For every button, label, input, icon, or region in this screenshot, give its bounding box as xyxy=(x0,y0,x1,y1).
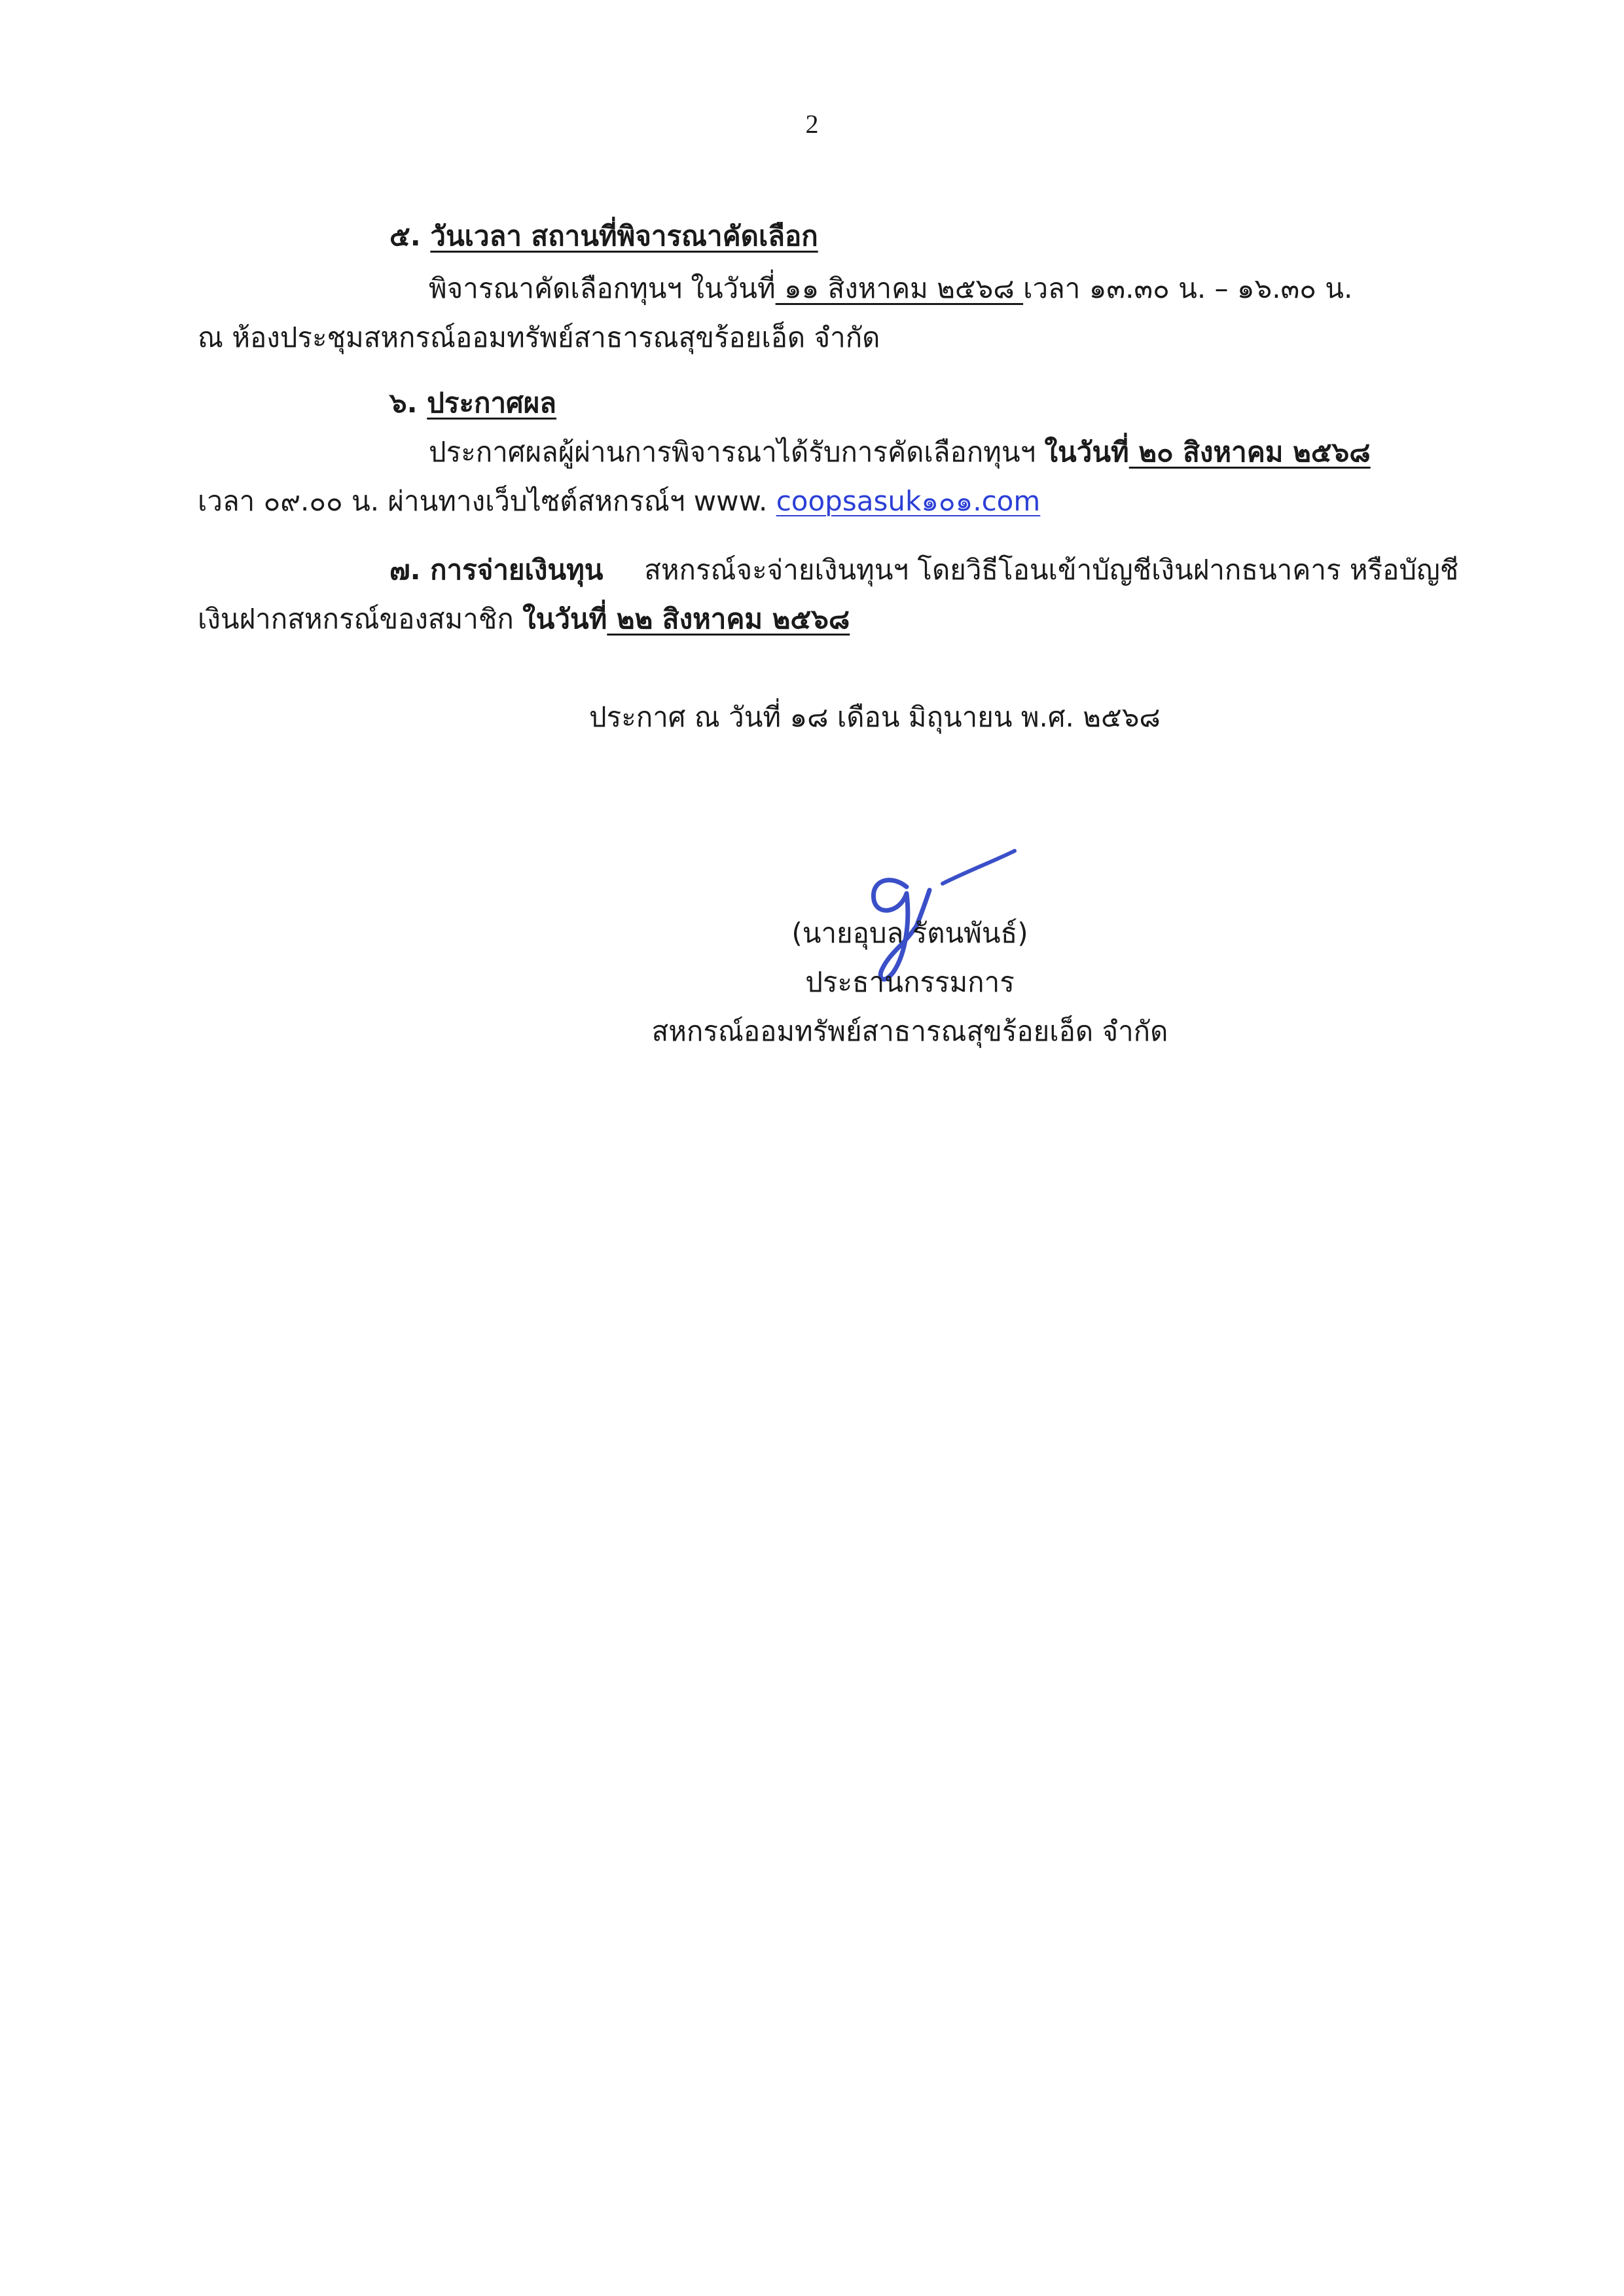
section-7-heading: ๗. การจ่ายเงินทุน xyxy=(389,554,604,586)
section-6-date: ๒๐ สิงหาคม ๒๕๖๘ xyxy=(1128,436,1371,468)
section-6-number: ๖. xyxy=(389,387,418,419)
page-number: 2 xyxy=(805,109,819,139)
section-7-date: ๒๒ สิงหาคม ๒๕๖๘ xyxy=(607,603,850,635)
section-6-line-2 xyxy=(198,485,1041,517)
signatory-position: ประธานกรรมการ xyxy=(805,966,1015,998)
signatory-name: (นายอุบล รัตนพันธ์) xyxy=(791,917,1028,949)
signatory-organization: สหกรณ์ออมทรัพย์สาธารณสุขร้อยเอ็ด จำกัด xyxy=(651,1015,1168,1047)
section-5-line-1 xyxy=(429,272,1353,304)
section-5-line-1-prefix: พิจารณาคัดเลือกทุนฯ ในวันที่ xyxy=(429,272,776,304)
section-5-title: วันเวลา สถานที่พิจารณาคัดเลือก xyxy=(430,220,818,252)
signature-stroke-2 xyxy=(943,851,1015,884)
section-6-line-2-prefix: เวลา ๐๙.๐๐ น. ผ่านทางเว็บไซต์สหกรณ์ฯ www. xyxy=(198,485,776,517)
section-6-line-1-prefix: ประกาศผลผู้ผ่านการพิจารณาได้รับการคัดเลือกทุนฯ xyxy=(429,436,1045,468)
section-5-number: ๕. xyxy=(389,220,421,252)
section-7-line-1-rest: สหกรณ์จะจ่ายเงินทุนฯ โดยวิธีโอนเข้าบัญชีเงินฝากธนาคาร หรือบัญชี xyxy=(644,554,1459,586)
section-6-heading xyxy=(389,389,556,417)
section-5-date: ๑๑ สิงหาคม ๒๕๖๘ xyxy=(775,272,1024,304)
section-7-line-2-prefix: เงินฝากสหกรณ์ของสมาชิก xyxy=(198,603,523,635)
section-5-line-1-suffix: เวลา ๑๓.๓๐ น. – ๑๖.๓๐ น. xyxy=(1023,272,1353,304)
section-7-line-2 xyxy=(198,605,850,633)
section-6-title: ประกาศผล xyxy=(427,387,557,419)
section-6-line-1 xyxy=(429,436,1371,468)
section-5-line-2: ณ ห้องประชุมสหกรณ์ออมทรัพย์สาธารณสุขร้อยเอ็ด จำกัด xyxy=(198,321,880,353)
website-link[interactable]: coopsasuk๑๐๑.com xyxy=(776,485,1041,517)
section-6-line-1-bold: ในวันที่ xyxy=(1044,436,1129,468)
section-7-line-2-bold: ในวันที่ xyxy=(522,603,607,635)
announcement-date: ประกาศ ณ วันที่ ๑๘ เดือน มิถุนายน พ.ศ. ๒๕๖๘ xyxy=(589,701,1161,733)
section-7-line-1 xyxy=(389,556,1458,584)
section-5-heading xyxy=(389,220,818,252)
